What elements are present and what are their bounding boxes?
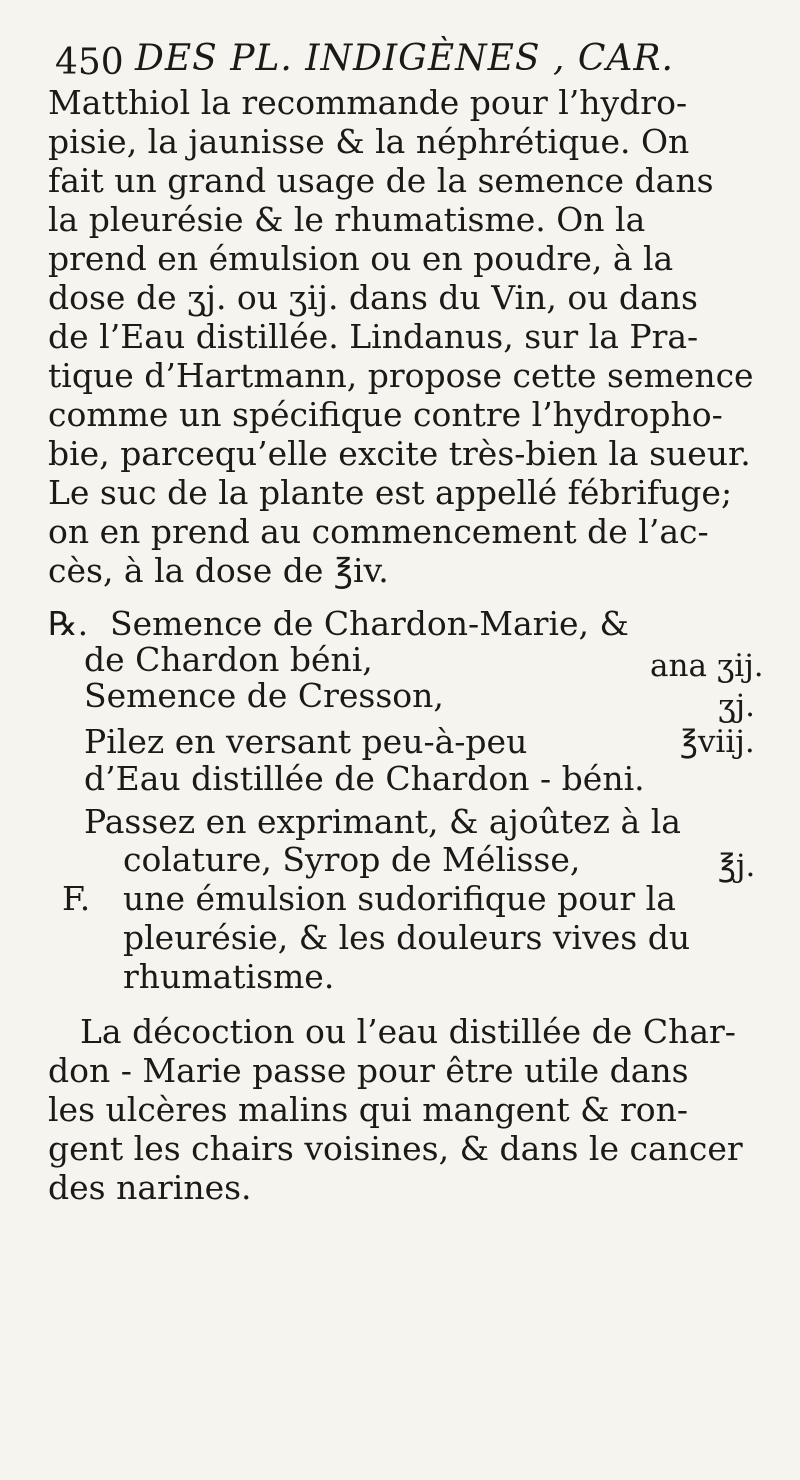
- recipe-f-mark: F.: [62, 879, 91, 918]
- line-text: on en prend au commencement de l’ac-: [48, 512, 709, 551]
- recipe-quantity: ℥j.: [718, 848, 756, 884]
- text-line: [48, 474, 760, 512]
- recipe-symbol: ℞.: [48, 604, 89, 643]
- text-line: [48, 318, 760, 356]
- text-line: [48, 1169, 252, 1207]
- text-line: [48, 123, 760, 161]
- text-line: [48, 435, 760, 473]
- line-text: la pleurésie & le rhumatisme. On la: [48, 200, 646, 239]
- line-text: cès, à la dose de ℥iv.: [48, 551, 389, 590]
- recipe-line: d’Eau distillée de Chardon - béni.: [84, 759, 645, 798]
- text-line: [48, 552, 389, 590]
- running-header: [55, 38, 775, 88]
- text-line: [48, 396, 760, 434]
- line-text: La décoction ou l’eau distillée de Char-: [80, 1012, 736, 1051]
- recipe-line: colature, Syrop de Mélisse,: [123, 840, 581, 879]
- line-text: gent les chairs voisines, & dans le cancer: [48, 1129, 743, 1168]
- recipe-quantity: ℥viij.: [680, 724, 755, 760]
- line-text: pisie, la jaunisse & la néphrétique. On: [48, 122, 690, 161]
- line-text: dose de ʒj. ou ʒij. dans du Vin, ou dans: [48, 278, 698, 317]
- text-line: [48, 1091, 760, 1129]
- line-text: don - Marie passe pour être utile dans: [48, 1051, 689, 1090]
- recipe-line: pleurésie, & les douleurs vives du: [123, 918, 691, 957]
- text-line: [48, 1130, 760, 1168]
- text-line: [48, 357, 760, 395]
- page-number: 450: [55, 42, 124, 83]
- text-line: [48, 201, 760, 239]
- recipe-quantity: ʒj.: [718, 688, 755, 724]
- line-text: prend en émulsion ou en poudre, à la: [48, 239, 674, 278]
- recipe-line: une émulsion sudorifique pour la: [123, 879, 676, 918]
- recipe-line: Semence de Cresson,: [84, 676, 444, 715]
- line-text: bie, parcequ’elle excite très-bien la sueur.: [48, 434, 751, 473]
- running-title: DES PL. INDIGÈNES , CAR.: [135, 38, 674, 79]
- line-text: des narines.: [48, 1168, 252, 1207]
- line-text: tique d’Hartmann, propose cette semence: [48, 356, 754, 395]
- recipe-line: rhumatisme.: [123, 957, 335, 996]
- recipe-line: de Chardon béni,: [84, 640, 373, 679]
- line-text: les ulcères malins qui mangent & ron-: [48, 1090, 689, 1129]
- recipe-quantity: ana ʒij.: [650, 648, 764, 684]
- text-line: [48, 240, 760, 278]
- text-line: [48, 84, 760, 122]
- recipe-line: Pilez en versant peu-à-peu: [84, 722, 528, 761]
- text-line: [48, 513, 760, 551]
- text-line: [48, 162, 760, 200]
- line-text: Matthiol la recommande pour l’hydro-: [48, 83, 688, 122]
- line-text: Le suc de la plante est appellé fébrifuge;: [48, 473, 733, 512]
- recipe-line: Semence de Chardon-Marie, &: [110, 604, 629, 643]
- text-line: [48, 1052, 760, 1090]
- line-text: fait un grand usage de la semence dans: [48, 161, 714, 200]
- line-text: comme un spécifique contre l’hydropho-: [48, 395, 723, 434]
- text-line: [80, 1013, 760, 1051]
- recipe-line: Passez en exprimant, & ajoûtez à la: [84, 802, 681, 841]
- line-text: de l’Eau distillée. Lindanus, sur la Pra-: [48, 317, 699, 356]
- text-line: [48, 279, 760, 317]
